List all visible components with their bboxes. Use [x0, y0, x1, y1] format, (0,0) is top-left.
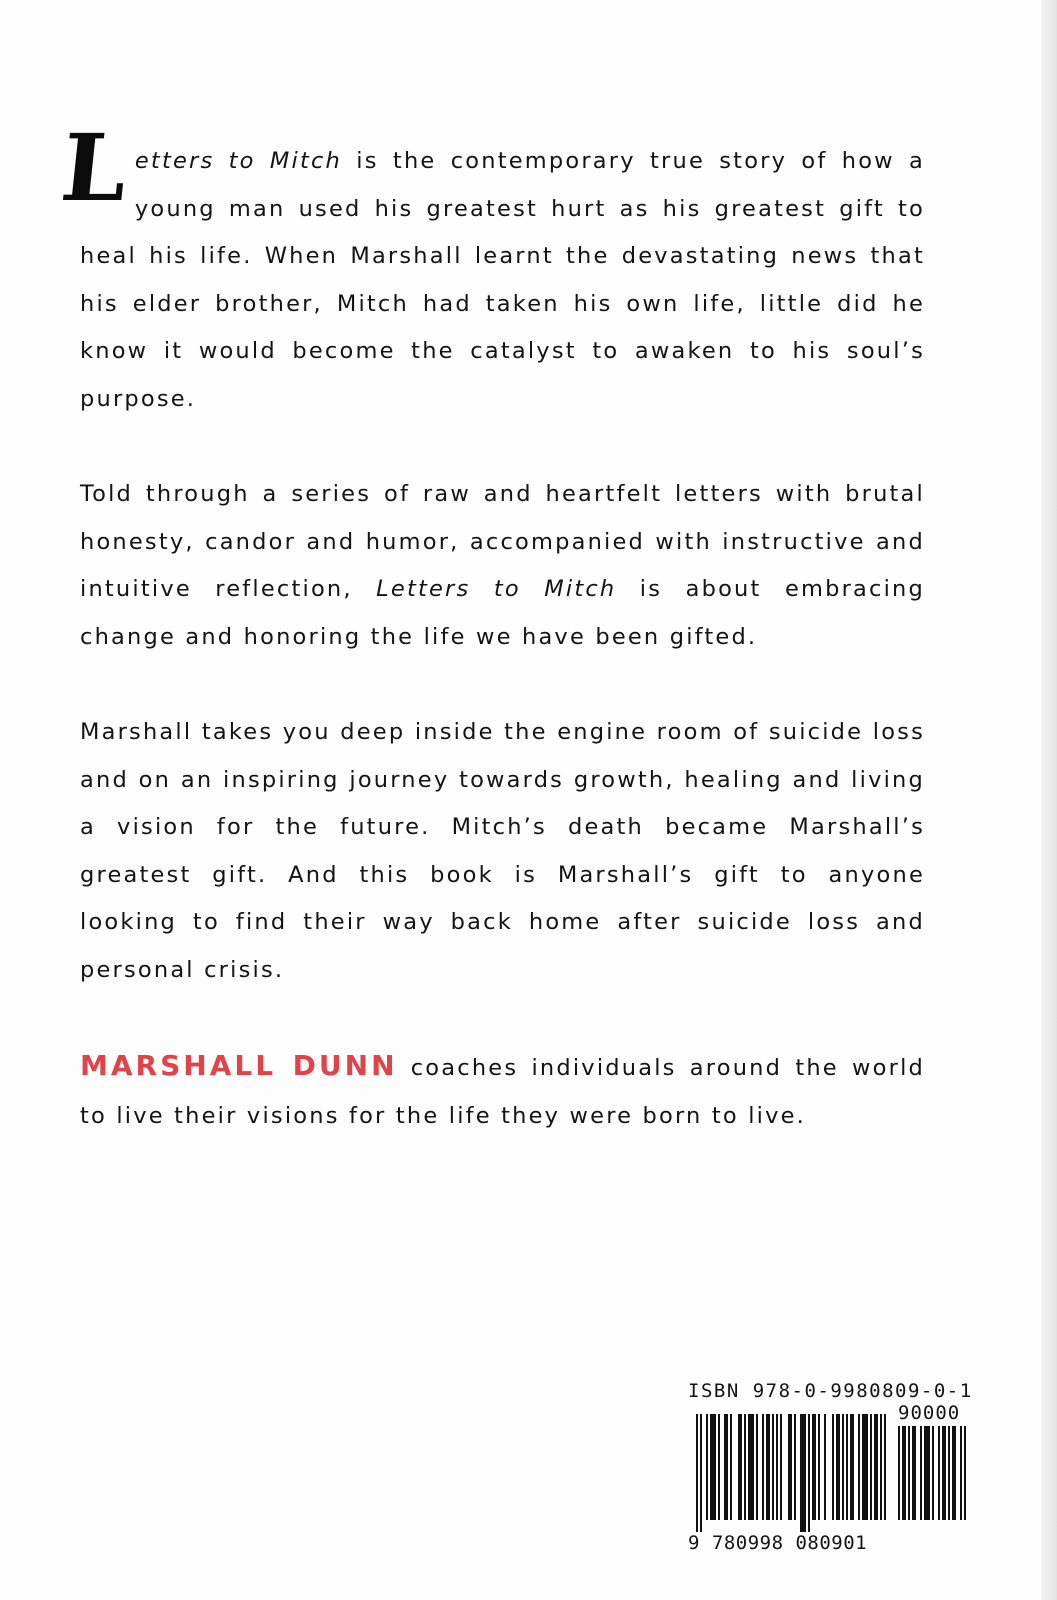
- barcode-addon-bars: [898, 1426, 978, 1532]
- blurb-paragraph-2-text-a: Told through a series of raw and heartfelt letters with brutal honesty, candor and humor, accompanied with instructive and intuitive reflection,: [80, 481, 925, 602]
- blurb-paragraph-2: [80, 471, 925, 661]
- isbn-label: ISBN 978-0-9980809-0-1: [688, 1380, 973, 1402]
- author-name: MARSHALL DUNN: [80, 1049, 398, 1082]
- blurb-paragraph-3: Marshall takes you deep inside the engine room of suicide loss and on an inspiring journey towards growth, healing and living a vision for the future. Mitch’s death became Marshall’s greatest gift. And this book is Marshall’s gift to anyone looking to find their way back home after suicide loss and personal crisis.: [80, 719, 925, 983]
- author-bio-text: coaches individuals around the world to live their visions for the life they were born to live.: [80, 1055, 926, 1129]
- book-title-italic: etters to Mitch: [134, 148, 343, 174]
- isbn-barcode: [688, 1380, 988, 1580]
- barcode-bars: [696, 1414, 886, 1532]
- barcode-digits: 9 780998 080901: [688, 1532, 868, 1554]
- book-title-italic-inline: Letters to Mitch: [376, 576, 617, 602]
- author-bio: [80, 1042, 925, 1140]
- blurb-paragraph-1-text: is the contemporary true story of how a young man used his greatest hurt as his greatest gift to heal his life. When Marshall learnt the devastating news that his elder brother, Mitch had taken his own life, little did he know it would become the catalyst to awaken to his soul’s purpose.: [80, 148, 926, 412]
- blurb-paragraph-2-text-b: is about embracing change and honoring the life we have been gifted.: [80, 576, 925, 650]
- blurb-text-column: [56, 114, 926, 1140]
- drop-cap-letter: L: [56, 114, 135, 222]
- blurb-paragraph-1: [56, 114, 926, 423]
- cover-spine-edge: [1041, 0, 1057, 1600]
- price-code: 90000: [898, 1402, 961, 1424]
